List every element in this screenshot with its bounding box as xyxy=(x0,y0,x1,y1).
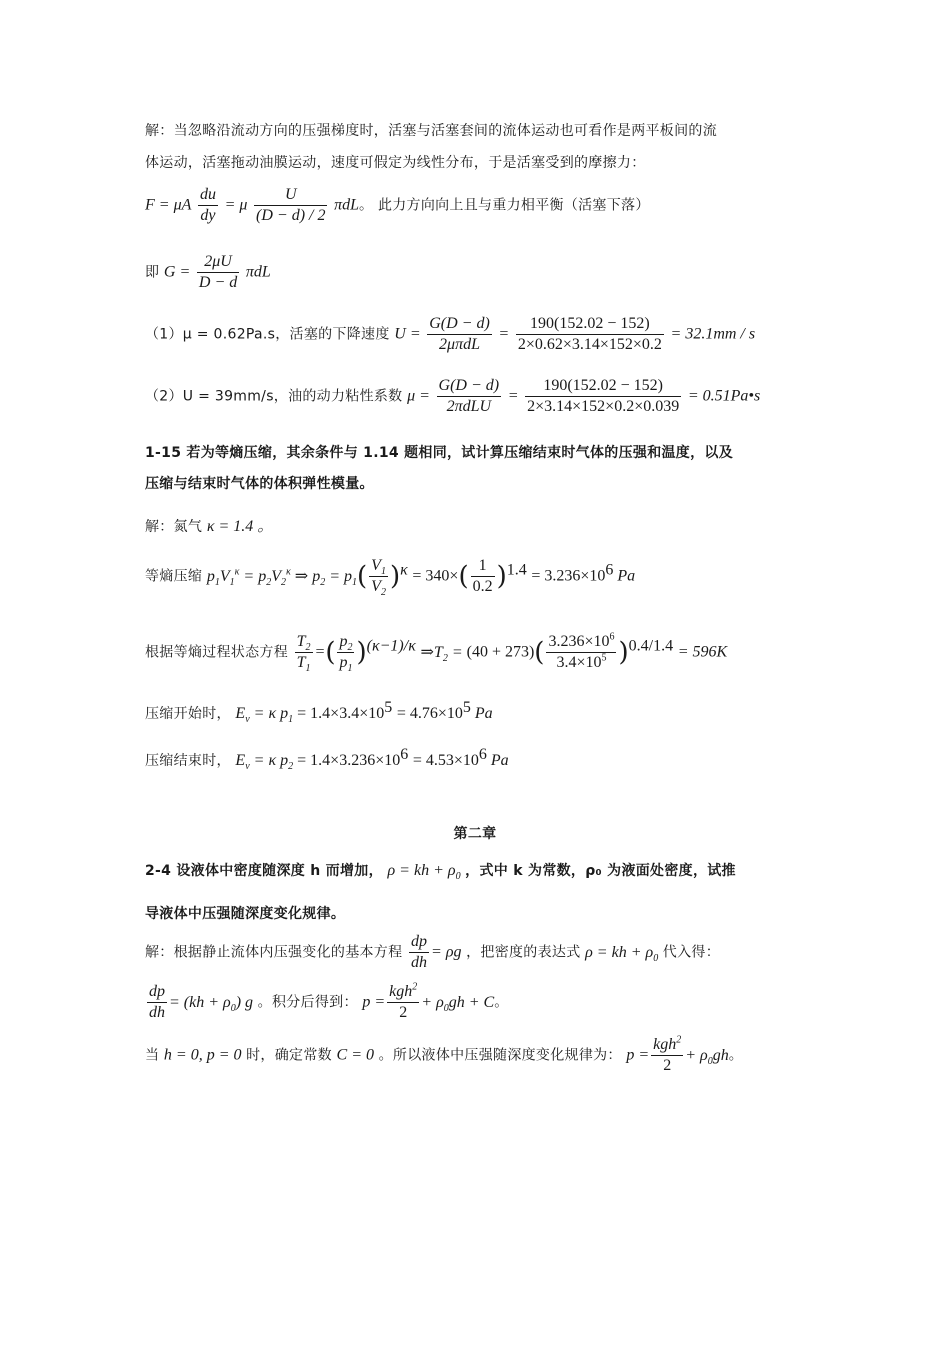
solution-text: 时，确定常数 xyxy=(246,1047,332,1064)
item-label: （2）U = 39mm/s，油的动力粘性系数 xyxy=(145,388,403,405)
result-value: = 3.236×10 xyxy=(531,567,606,585)
fraction-numerator: 190(152.02 − 152) xyxy=(516,314,664,335)
problem-title: 2-4 设液体中密度随深度 h 而增加， ρ = kh + $\rho_0$ ，式中 k 为常数，ρ₀ 为液面处密度，试推 xyxy=(145,862,736,883)
equation-state: 根据等熵过程状态方程 $\frac{T_2}{T_1}$ =( $\frac{p_2}{p_1}$ )$^{(\kappa-1)/\kappa}$ $\Rightarrow T_2 = (40 + 273)$( $\frac{3.236\times 10^6}{3.4\times 10^5}$ )$^{0.4/1.4}$ = 596K xyxy=(145,631,728,675)
problem-title: 压缩与结束时气体的体积弹性模量。 xyxy=(145,476,374,492)
solution-text: 当 xyxy=(145,1047,160,1064)
solution-text: 。所以液体中压强随深度变化规律为： xyxy=(378,1047,622,1064)
kappa-value: κ = 1.4 。 xyxy=(206,518,274,535)
problem-title-part: ，式中 k 为常数，ρ₀ 为液面处密度，试推 xyxy=(465,863,736,879)
solution-line xyxy=(145,513,273,536)
solution-line: 当 h = 0, p = 0 时，确定常数 C = 0 。所以液体中压强随深度变化规律为： p = $\frac{kgh^2}{2}$ + $\rho_0gh$。 xyxy=(145,1034,744,1074)
fraction-numerator: 190(152.02 − 152) xyxy=(525,376,681,397)
chapter-heading: 第二章 xyxy=(453,826,497,842)
solution-line: 解：根据静止流体内压强变化的基本方程 $\frac{dp}{dh}$ = ρg ，把密度的表达式 ρ = kh + $\rho_0$ 代入得： xyxy=(145,933,720,971)
result-value: = 596K xyxy=(677,643,728,661)
equation-gravity: 即 G = $\frac{2\mu U}{D - d}$ πdL xyxy=(145,253,271,291)
problem-title: 导液体中压强随深度变化规律。 xyxy=(145,906,346,922)
equation-label: 压缩结束时， xyxy=(145,753,231,769)
fraction-denominator: 2×3.14×152×0.2×0.039 xyxy=(527,398,680,415)
solution-text: 。积分后得到： xyxy=(257,994,358,1011)
fraction-denominator: 2×0.62×3.14×152×0.2 xyxy=(517,336,662,353)
paragraph-line: 解：当忽略沿流动方向的压强梯度时，活塞与活塞套间的流体运动也可看作是两平板间的流 xyxy=(145,123,717,139)
solution-text: 解：根据静止流体内压强变化的基本方程 xyxy=(145,944,403,961)
equation-label: 压缩开始时， xyxy=(145,706,231,722)
equation-body: = 1.4×3.4×10 xyxy=(297,705,385,722)
equation-item-1: （1）μ = 0.62Pa.s，活塞的下降速度 U = $\frac{G(D - d)}{\text{2μπdL}}$ = $\frac{190(152.02 - 152)}{2\times 0.62\times 3.14\times 152\times 0.2}$ = 32.1mm / s xyxy=(145,315,756,353)
paragraph-line: 体运动，活塞拖动油膜运动，速度可假定为线性分布，于是活塞受到的摩擦力： xyxy=(145,155,646,171)
equation-label: 根据等熵过程状态方程 xyxy=(145,644,288,661)
equation-prefix: 即 xyxy=(145,264,160,281)
equation-label: 等熵压缩 xyxy=(145,568,203,585)
problem-title: 1-15 若为等熵压缩，其余条件与 1.14 题相同，试计算压缩结束时气体的压强和温度，以及 xyxy=(145,445,733,461)
problem-title-part: 2-4 设液体中密度随深度 h 而增加， xyxy=(145,863,383,879)
solution-label: 解：氮气 xyxy=(145,519,203,535)
equation-item-2: （2）U = 39mm/s，油的动力粘性系数 μ = $\frac{G(D - d)}{\text{2πdLU}}$ = $\frac{190(152.02 - 152)}{2\times 3.14\times 152\times 0.2\times 0.039}$ = 0.51Pa•s xyxy=(145,377,761,415)
item-label: （1）μ = 0.62Pa.s，活塞的下降速度 xyxy=(145,326,390,343)
result-value: = 0.51Pa•s xyxy=(687,387,761,405)
result-value: = 4.76×10 xyxy=(396,705,463,722)
result-value: = 32.1mm / s xyxy=(670,325,756,343)
solution-text: ，把密度的表达式 xyxy=(466,944,581,961)
result-value: = 4.53×10 xyxy=(412,752,479,769)
equation-end: 压缩结束时， $E_v = \kappa$ $p_2 = 1.4\times 3.236\times 10^6 = 4.53\times 10^6$ Pa xyxy=(145,746,509,773)
equation-note: 此力方向向上且与重力相平衡（活塞下落） xyxy=(377,197,650,214)
equation-start: 压缩开始时， $E_v = \kappa$ $p_1 = 1.4\times 3.4\times 10^5 = 4.76\times 10^5$ Pa xyxy=(145,699,493,726)
solution-text: 代入得： xyxy=(662,944,720,961)
equation-isentropic: 等熵压缩 $p_1V_1^\kappa = p_2V_2^\kappa$ ⇒ $p_2 = p_1$( $\frac{V_1}{V_2}$ )$^\kappa$ = 340×( $\frac{1}{0.2}$ )$^{1.4} = 3.236\times 10^6$ Pa xyxy=(145,557,636,599)
equation-friction: F = μA $\frac{du}{dy}$ = μ $\frac{U}{(D - d) / 2}$ πdL。 此力方向向上且与重力相平衡（活塞下落） xyxy=(145,186,650,224)
solution-line: $\frac{dp}{dh}$ = $(kh + \rho_0)$ g 。积分后得到： p = $\frac{kgh^2}{2}$ + $\rho_0gh + C$。 xyxy=(149,981,509,1021)
equation-body: = 1.4×3.236×10 xyxy=(297,752,401,769)
